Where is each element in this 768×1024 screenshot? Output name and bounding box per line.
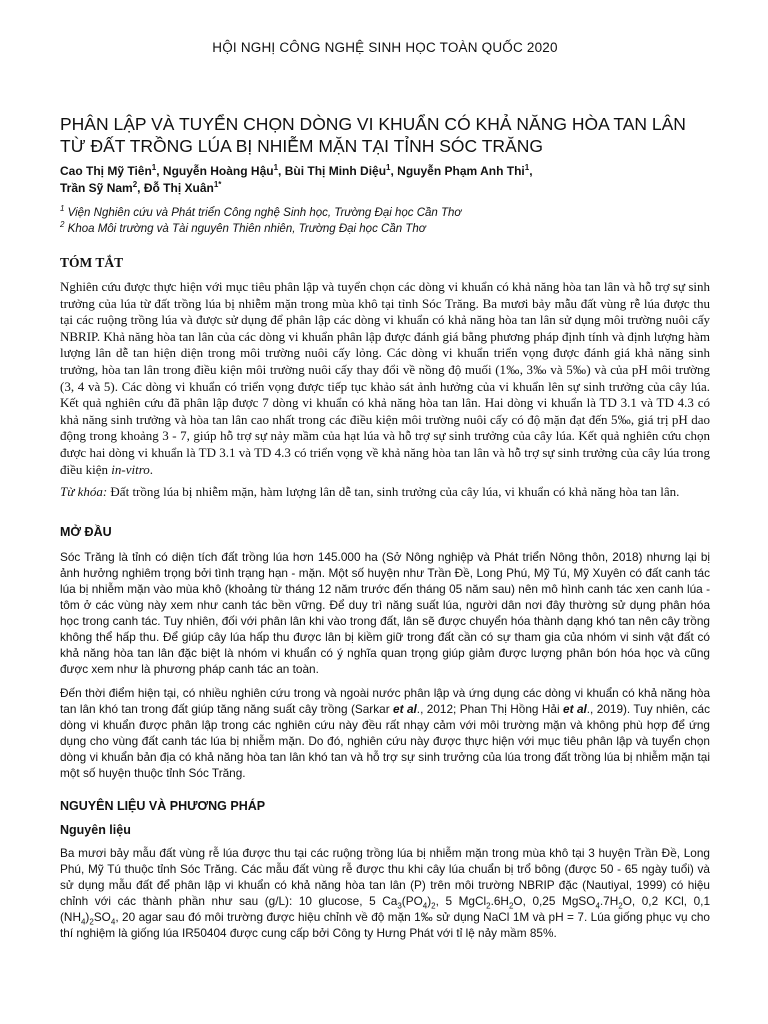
- paper-title: PHÂN LẬP VÀ TUYỂN CHỌN DÒNG VI KHUẨN CÓ KHẢ NĂNG HÒA TAN LÂN TỪ ĐẤT TRỒNG LÚA BỊ NHIỄM MẶN TẠI TỈNH SÓC TRĂNG: [60, 114, 686, 156]
- methods-heading: NGUYÊN LIỆU VÀ PHƯƠNG PHÁP: [60, 798, 266, 813]
- keywords: Từ khóa: Đất trồng lúa bị nhiễm mặn, hàm lượng lân dễ tan, sinh trưởng của cây lúa, vi khuẩn có khả năng hòa tan lân.: [60, 484, 680, 500]
- conference-header: HỘI NGHỊ CÔNG NGHỆ SINH HỌC TOÀN QUỐC 2020: [212, 40, 558, 55]
- author: Cao Thị Mỹ Tiên$^1$,: [60, 163, 163, 178]
- author: Đỗ Thị Xuân$^{1*}$: [143, 180, 222, 195]
- author-list: [60, 163, 710, 197]
- intro-paragraph-1: Sóc Trăng là tỉnh có diện tích đất trồng lúa hơn 145.000 ha (Sở Nông nghiệp và Phát triển Nông thôn, 2018) nhưng lại bị ảnh hưởng nghiêm trọng bởi tình trạng hạn - mặn. Một số huyện như Trần Đề, Long Phú, Mỹ Tú, Mỹ Xuyên có đất canh tác lúa bị nhiễm mặn vào mùa khô (khoảng từ tháng 12 năm trước đến tháng 05 năm sau) nên mô hình canh tác xen canh lúa - tôm ở các vùng này xem như canh tác bền vững. Để duy trì năng suất lúa, người dân nơi đây thường sử dụng phân hóa học trong canh tác. Tuy nhiên, đối với phân lân khi vào trong đất, lân sẽ được chuyển hóa thành dạng khó tan nên cây trồng không thể hấp thu. Để giúp cây lúa hấp thu được lân bị kiềm giữ trong đất cần có sự tham gia của nhóm vi sinh vật đất có khả năng hòa tan lân đặc biệt là nhóm vi khuẩn có ý nghĩa quan trọng giúp giảm được lượng phân bón hóa học và cũng được xem như là phương pháp canh tác an toàn.: [60, 549, 710, 676]
- author: Trần Sỹ Nam$^2$,: [60, 180, 144, 195]
- materials-paragraph: Ba mươi bảy mẫu đất vùng rễ lúa được thu tại các ruộng trồng lúa bị nhiễm mặn trong mùa khô tại 3 huyện Trần Đề, Long Phú, Mỹ Tú thuộc tỉnh Sóc Trăng. Các mẫu đất vùng rễ được thu khi cây lúa chuẩn bị trổ bông (được 50 - 65 ngày tuổi) và sử dụng mẫu đất để phân lập vi khuẩn có khả năng hòa tan lân (P) trên môi trường NBRIP đặc (Nautiyal, 1999) có hiệu chỉnh với các thành phần như sau (g/L): 10 glucose, 5 $Ca_3(PO_4)_2$, 5 $MgCl_2.6H_2O$, 0,25 $MgSO_4.7H_2O$, 0,2 KCl, 0,1 $(NH_4)_2SO_4$, 20 agar sau đó môi trường được hiệu chỉnh về độ mặn 1‰ sử dụng NaCl 1M và pH = 7. Lúa giống phục vụ cho thí nghiệm là giống lúa IR50404 được cung cấp bởi Công ty Hưng Phát với tỉ lệ nảy mầm 85%.: [60, 845, 711, 940]
- materials-subheading: Nguyên liệu: [60, 822, 131, 837]
- author: Bùi Thị Minh Diệu$^1$,: [284, 163, 398, 178]
- abstract-heading: TÓM TẮT: [60, 255, 124, 270]
- author: Nguyễn Phạm Anh Thi$^1$,: [397, 163, 533, 178]
- author: Nguyễn Hoàng Hậu$^1$,: [162, 163, 285, 178]
- intro-heading: MỞ ĐẦU: [60, 524, 112, 539]
- keywords-label: Từ khóa:: [60, 484, 108, 500]
- abstract-text: Nghiên cứu được thực hiện với mục tiêu phân lập và tuyển chọn các dòng vi khuẩn có khả năng hòa tan lân và hỗ trợ sự sinh trưởng của lúa từ đất trồng lúa bị nhiễm mặn trong mùa khô tại tỉnh Sóc Trăng. Ba mươi bảy mẫu đất vùng rễ lúa được thu tại các ruộng trồng lúa và được sử dụng để phân lập các dòng vi khuẩn có khả năng hòa tan lân sử dụng môi trường nuôi cấy NBRIP. Khả năng hòa tan lân của các dòng vi khuẩn phân lập được đánh giá bằng phương pháp định tính và định lượng hàm lượng lân dễ tan hiện diện trong môi trường nuôi cấy lỏng. Các dòng vi khuẩn triển vọng được đánh giá khả năng sinh trưởng, hòa tan lân trong điều kiện môi trường nuôi cấy thay đổi về nồng độ muối (1‰, 3‰ và 5‰) và của pH môi trường (3, 4 và 5). Các dòng vi khuẩn có triển vọng được tiếp tục khảo sát ảnh hưởng của vi khuẩn lên sự sinh trưởng của cây lúa. Kết quả nghiên cứu đã phân lập được 7 dòng vi khuẩn có khả năng hòa tan lân. Hai dòng vi khuẩn là TD 3.1 và TD 4.3 có khả năng sinh trưởng và hòa tan lân cao nhất trong các điều kiện môi trường nuôi cấy có độ mặn đạt đến 5‰, giá trị pH dao động trong khoảng 3 - 7, giúp hỗ trợ sự nảy mầm của hạt lúa và hỗ trợ sự sinh trưởng của cây lúa. Kết quả nghiên cứu chọn được hai dòng vi khuẩn là TD 3.1 và TD 4.3 có triển vọng về khả năng hòa tan lân và hỗ trợ sự sinh trưởng của cây lúa trong điều kiện in-vitro.: [60, 279, 710, 477]
- affiliation-1: $^1$ Viện Nghiên cứu và Phát triển Công nghệ Sinh học, Trường Đại học Cần Thơ: [60, 204, 462, 219]
- affiliation-2: $^2$ Khoa Môi trường và Tài nguyên Thiên nhiên, Trường Đại học Cần Thơ: [60, 220, 426, 235]
- intro-paragraph-2: Đến thời điểm hiện tại, có nhiều nghiên cứu trong và ngoài nước phân lập và ứng dụng các dòng vi khuẩn có khả năng hòa tan lân khó tan trong đất giúp tăng năng suất cây trồng (Sarkar et al., 2012; Phan Thị Hồng Hải et al., 2019). Tuy nhiên, các dòng vi khuẩn được phân lập trong các nghiên cứu này đều rất nhạy cảm với môi trường mặn và không phù hợp để ứng dụng cho vùng đất canh tác lúa bị nhiễm mặn. Do đó, nghiên cứu này được thực hiện với mục tiêu phân lập và tuyển chọn dòng vi khuẩn bản địa có khả năng hòa tan lân khó tan và hỗ trợ sự sinh trưởng của lúa trong đất trồng lúa bị nhiễm mặn tại một số huyện thuộc tỉnh Sóc Trăng.: [60, 685, 710, 780]
